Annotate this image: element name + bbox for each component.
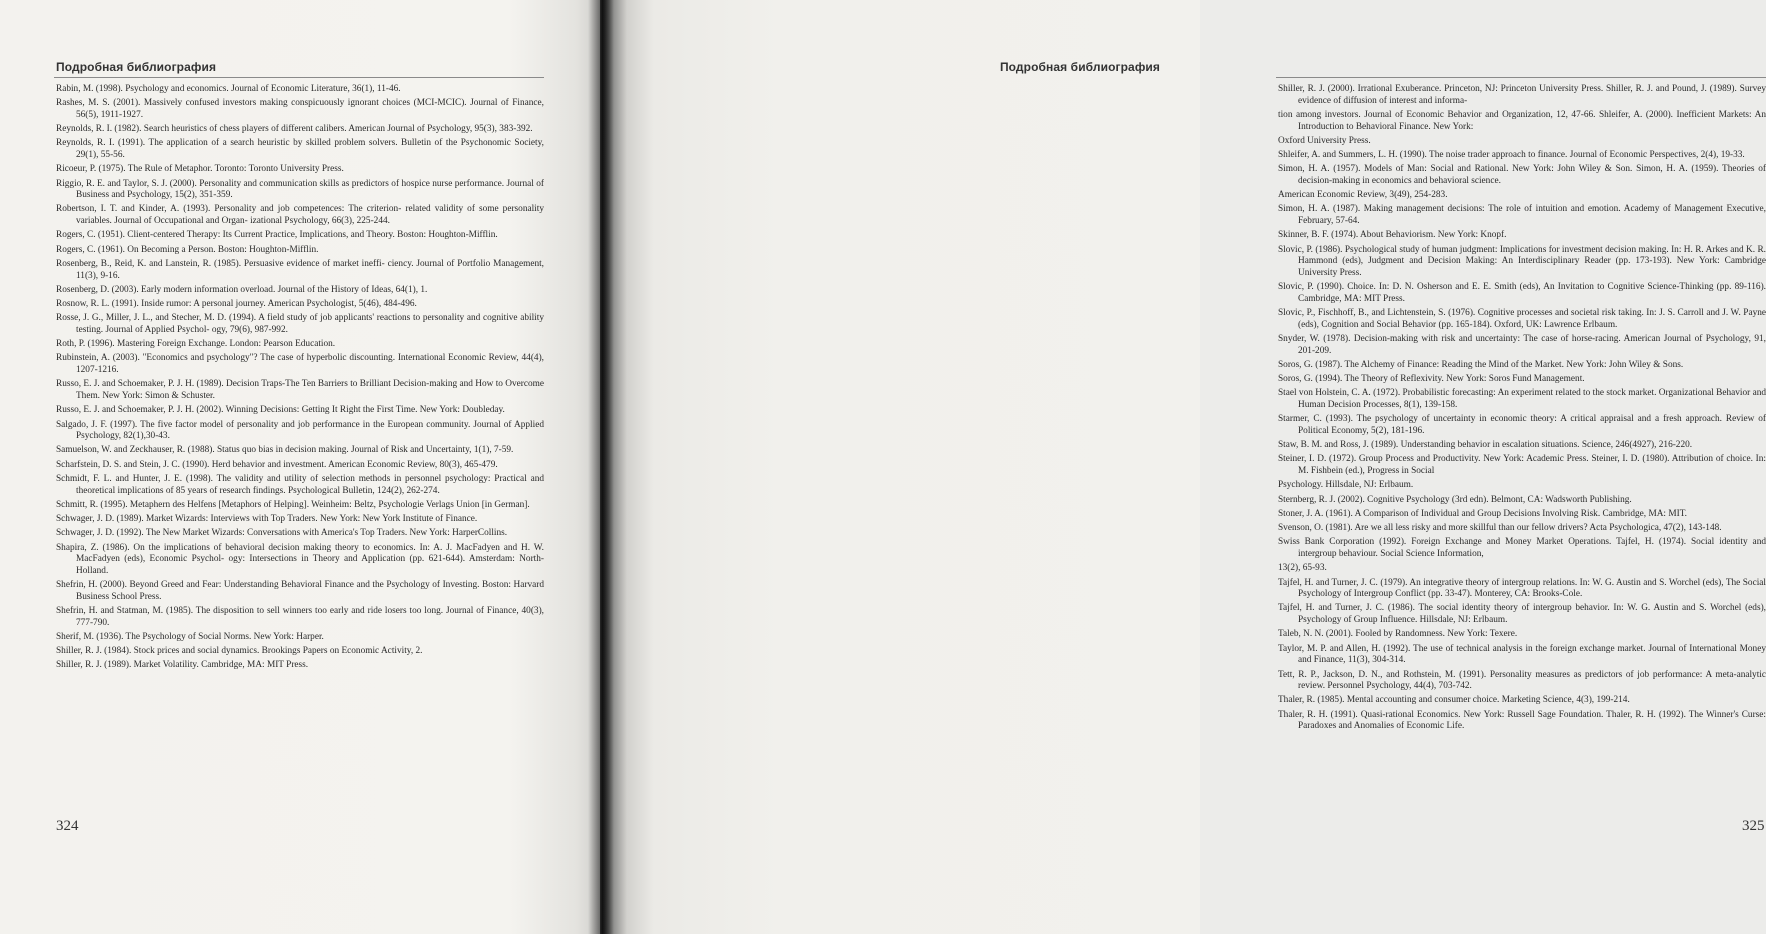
left-page [0,0,600,934]
running-header-right: Подробная библиография [999,60,1160,74]
reference-entry: Reynolds, R. I. (1991). The application of a search heuristic by skilled problem solvers. Bulletin of the Psychonomic Society, 29(1), 55-56. [56,138,544,161]
reference-entry: Tajfel, H. and Turner, J. C. (1986). The social identity theory of intergroup behavior. In: W. G. Austin and S. Worchel (eds), Psychology of Group Influence. Hillsdale, NJ: Erlbaum. [1278,603,1766,626]
right-page [600,0,1766,934]
reference-entry: Rosenberg, B., Reid, K. and Lanstein, R. (1985). Persuasive evidence of market ineffi- ciency. Journal of Portfolio Management, 11(3), 9-16. [56,258,544,281]
reference-entry: Svenson, O. (1981). Are we all less risky and more skillful than our fellow drivers? Acta Psychologica, 47(2), 143-148. [1278,523,1722,534]
reference-entry: Rosenberg, D. (2003). Early modern information overload. Journal of the History of Ideas, 64(1), 1. [56,284,428,295]
reference-entry: Slovic, P., Fischhoff, B., and Lichtenstein, S. (1976). Cognitive processes and societal risk taking. In: J. S. Carroll and J. W. Payne (eds), Cognition and Social Behavior (pp. 165-184). Oxford, UK: Lawrence Erlbaum. [1278,308,1766,330]
reference-list-right [1278,84,1766,736]
reference-entry: Shleifer, A. and Summers, L. H. (1990). The noise trader approach to finance. Journal of Economic Perspectives, 2(4), 19-33. [1278,150,1745,161]
reference-entry: Stoner, J. A. (1961). A Comparison of Individual and Group Decisions Involving Risk. Cambridge, MA: MIT. [1278,508,1688,519]
reference-entry: Shapira, Z. (1986). On the implications of behavioral decision making theory to economics. In: A. J. MacFadyen and H. W. MacFadyen (eds), Economic Psychol- ogy: Intersections in Theory and Application (pp. 621-644). Amsterdam: North- Holland. [56,542,544,576]
reference-entry: Soros, G. (1987). The Alchemy of Finance: Reading the Mind of the Market. New York: John Wiley & Sons. [1278,359,1684,370]
book-gutter-shadow [588,0,614,934]
reference-entry: Shefrin, H. (2000). Beyond Greed and Fear: Understanding Behavioral Finance and the Psychology of Investing. Boston: Harvard Business School Press. [56,580,544,602]
reference-entry: Sternberg, R. J. (2002). Cognitive Psychology (3rd edn). Belmont, CA: Wadsworth Publishing. [1278,494,1632,505]
reference-entry: Thaler, R. H. (1991). Quasi-rational Economics. New York: Russell Sage Foundation. Thaler, R. H. (1992). The Winner's Curse: Paradoxes and Anomalies of Economic Life. [1278,709,1766,732]
reference-entry: Rosnow, R. L. (1991). Inside rumor: A personal journey. American Psychologist, 5(46), 484-496. [56,299,417,310]
reference-entry: Stael von Holstein, C. A. (1972). Probabilistic forecasting: An experiment related to the stock market. Organizational Behavior and Human Decision Processes, 8(1), 139-158. [1278,388,1766,411]
reference-entry: Sherif, M. (1936). The Psychology of Social Norms. New York: Harper. [56,631,324,642]
reference-entry: Tajfel, H. and Turner, J. C. (1979). An integrative theory of intergroup relations. In: W. G. Austin and S. Worchel (eds), The Social Psychology of Intergroup Conflict (pp. 33-47). Monterey, CA: Brooks-Cole. [1278,577,1766,600]
reference-entry: Tett, R. P., Jackson, D. N., and Rothstein, M. (1991). Personality measures as predictors of job performance: A meta-analytic review. Personnel Psychology, 44(4), 703-742. [1278,669,1766,692]
reference-entry: Ricoeur, P. (1975). The Rule of Metaphor. Toronto: Toronto University Press. [56,164,344,175]
reference-entry: Robertson, I. T. and Kinder, A. (1993). Personality and job competences: The criterion- related validity of some personality variables. Journal of Occupational and Organ- izational Psychology, 66(3), 225-244. [56,204,544,227]
reference-entry: Schmitt, R. (1995). Metaphern des Helfens [Metaphors of Helping]. Weinheim: Beltz, Psychologie Verlags Union [in German]. [56,499,530,510]
page-number-right: 325 [1742,818,1765,834]
reference-entry: Roth, P. (1996). Mastering Foreign Exchange. London: Pearson Education. [56,339,336,350]
reference-entry: 13(2), 65-93. [1278,563,1327,574]
reference-entry: tion among investors. Journal of Economic Behavior and Organization, 12, 47-66. Shleifer, A. (2000). Inefficient Markets: An Introduction to Behavioral Finance. New York: [1278,109,1766,132]
reference-entry: Soros, G. (1994). The Theory of Reflexivity. New York: Soros Fund Management. [1278,374,1585,385]
reference-entry: Rashes, M. S. (2001). Massively confused investors making conspicuously ignorant choices (MCI-MCIC). Journal of Finance, 56(5), 1911-1927. [56,98,544,120]
reference-entry: Schmidt, F. L. and Hunter, J. E. (1998). The validity and utility of selection methods in personnel psychology: Practical and theoretical implications of 85 years of research findings. Psychological Bulletin, 124(2), 262-274. [56,473,544,496]
reference-entry: Shefrin, H. and Statman, M. (1985). The disposition to sell winners too early and ride losers too long. Journal of Finance, 40(3), 777-790. [56,606,544,628]
reference-entry: Reynolds, R. I. (1982). Search heuristics of chess players of different calibers. American Journal of Psychology, 95(3), 383-392. [56,124,533,135]
reference-entry: Taleb, N. N. (2001). Fooled by Randomness. New York: Texere. [1278,629,1518,640]
reference-entry: Psychology. Hillsdale, NJ: Erlbaum. [1278,480,1414,491]
reference-entry: Schwager, J. D. (1989). Market Wizards: Interviews with Top Traders. New York: New York Institute of Finance. [56,514,478,525]
reference-entry: Russo, E. J. and Schoemaker, P. J. H. (2002). Winning Decisions: Getting It Right the First Time. New York: Doubleday. [56,405,505,416]
reference-entry: Shiller, R. J. (1984). Stock prices and social dynamics. Brookings Papers on Economic Activity, 2. [56,646,423,657]
header-rule-right [1276,77,1766,78]
header-rule-left [54,77,544,78]
reference-entry: Slovic, P. (1990). Choice. In: D. N. Osherson and E. E. Smith (eds), An Invitation to Cognitive Science-Thinking (pp. 89-116). Cambridge, MA: MIT Press. [1278,282,1766,304]
reference-entry: Steiner, I. D. (1972). Group Process and Productivity. New York: Academic Press. Steiner, I. D. (1980). Attribution of choice. In: M. Fishbein (ed.), Progress in Social [1278,454,1766,477]
page-number-left: 324 [56,818,79,834]
reference-entry: Rabin, M. (1998). Psychology and economics. Journal of Economic Literature, 36(1), 11-46. [56,84,401,94]
reference-entry: Slovic, P. (1986). Psychological study of human judgment: Implications for investment decision making. In: H. R. Arkes and K. R. Hammond (eds), Judgment and Decision Making: An Interdisciplinary Reader (pp. 173-193). New York: Cambridge University Press. [1278,244,1766,278]
reference-entry: Russo, E. J. and Schoemaker, P. J. H. (1989). Decision Traps-The Ten Barriers to Brilliant Decision-making and How to Overcome Them. New York: Simon & Schuster. [56,379,544,401]
reference-entry: Samuelson, W. and Zeckhauser, R. (1988). Status quo bias in decision making. Journal of Risk and Uncertainty, 1(1), 7-59. [56,445,514,456]
reference-entry: Scharfstein, D. S. and Stein, J. C. (1990). Herd behavior and investment. American Economic Review, 80(3), 465-479. [56,459,498,470]
reference-entry: Rogers, C. (1961). On Becoming a Person. Boston: Houghton-Mifflin. [56,244,319,255]
reference-entry: Taylor, M. P. and Allen, H. (1992). The use of technical analysis in the foreign exchange market. Journal of International Money and Finance, 11(3), 304-314. [1278,643,1766,666]
reference-entry: Oxford University Press. [1278,135,1371,146]
reference-entry: Starmer, C. (1993). The psychology of uncertainty in economic theory: A critical appraisal and a fresh approach. Review of Political Economy, 5(2), 181-196. [1278,414,1766,436]
reference-entry: Skinner, B. F. (1974). About Behaviorism. New York: Knopf. [1278,230,1507,241]
reference-entry: Rogers, C. (1951). Client-centered Therapy: Its Current Practice, Implications, and Theory. Boston: Houghton-Mifflin. [56,230,498,241]
reference-entry: Riggio, R. E. and Taylor, S. J. (2000). Personality and communication skills as predictors of hospice nurse performance. Journal of Business and Psychology, 15(2), 351-359. [56,178,544,201]
running-header-left: Подробная библиография [56,60,217,74]
reference-entry: Swiss Bank Corporation (1992). Foreign Exchange and Money Market Operations. Tajfel, H. (1974). Social identity and intergroup behaviour. Social Science Information, [1278,537,1766,560]
reference-entry: Shiller, R. J. (2000). Irrational Exuberance. Princeton, NJ: Princeton University Press. Shiller, R. J. and Pound, J. (1989). Survey evidence of diffusion of interest and informa- [1278,84,1766,106]
reference-entry: Rubinstein, A. (2003). "Economics and psychology"? The case of hyperbolic discounting. International Economic Review, 44(4), 1207-1216. [56,353,544,376]
reference-entry: American Economic Review, 3(49), 254-283. [1278,190,1448,201]
reference-entry: Salgado, J. F. (1997). The five factor model of personality and job performance in the European community. Journal of Applied Psychology, 82(1),30-43. [56,419,544,442]
reference-entry: Snyder, W. (1978). Decision-making with risk and uncertainty: The case of horse-racing. American Journal of Psychology, 91, 201-209. [1278,334,1766,356]
reference-entry: Shiller, R. J. (1989). Market Volatility. Cambridge, MA: MIT Press. [56,660,309,671]
reference-list-left [56,84,544,675]
reference-entry: Thaler, R. (1985). Mental accounting and consumer choice. Marketing Science, 4(3), 199-214. [1278,695,1630,706]
reference-entry: Rosse, J. G., Miller, J. L., and Stecher, M. D. (1994). A field study of job applicants' reactions to personality and cognitive ability testing. Journal of Applied Psychol- ogy, 79(6), 987-992. [56,313,544,335]
reference-entry: Simon, H. A. (1987). Making management decisions: The role of intuition and emotion. Academy of Management Executive, February, 57-64. [1278,204,1766,227]
reference-entry: Simon, H. A. (1957). Models of Man: Social and Rational. New York: John Wiley & Son. Simon, H. A. (1959). Theories of decision-making in economics and behavioral science. [1278,164,1766,186]
reference-entry: Staw, B. M. and Ross, J. (1989). Understanding behavior in escalation situations. Science, 246(4927), 216-220. [1278,440,1693,451]
reference-entry: Schwager, J. D. (1992). The New Market Wizards: Conversations with America's Top Traders. New York: HarperCollins. [56,528,508,539]
